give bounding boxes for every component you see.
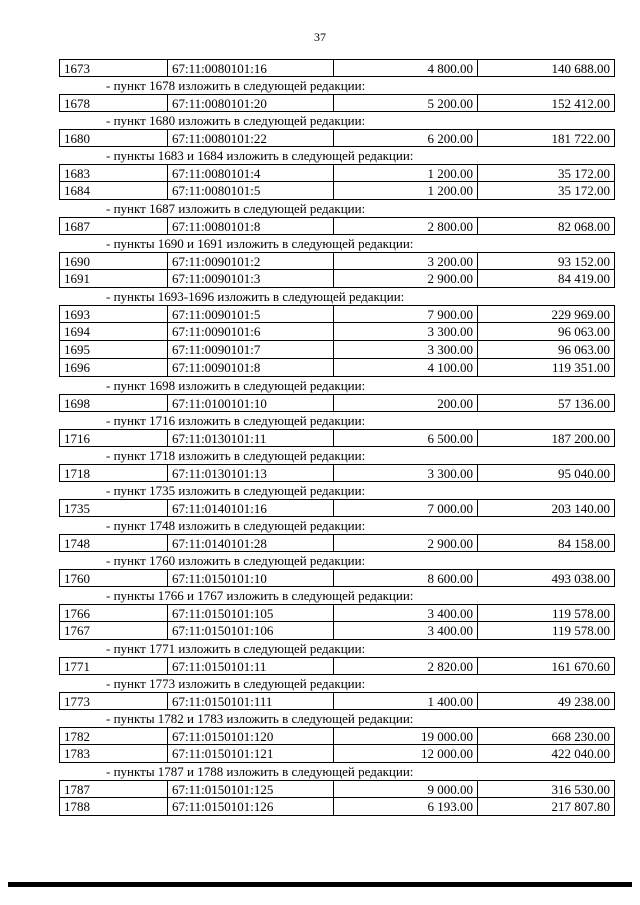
area-cell: 3 300.00 bbox=[334, 323, 478, 340]
area-cell: 5 200.00 bbox=[334, 95, 478, 111]
cadastral-number-cell: 67:11:0080101:4 bbox=[168, 165, 334, 181]
area-cell: 8 600.00 bbox=[334, 570, 478, 586]
table-row bbox=[59, 569, 615, 587]
instruction-line: - пункт 1760 изложить в следующей редакции: bbox=[106, 553, 366, 568]
item-number-cell: 1683 bbox=[60, 165, 168, 181]
table-row bbox=[59, 323, 615, 341]
page-number: 37 bbox=[314, 30, 326, 44]
cadastral-number-cell: 67:11:0090101:2 bbox=[168, 253, 334, 269]
item-number-cell: 1766 bbox=[60, 605, 168, 621]
cadastral-number-cell: 67:11:0150101:126 bbox=[168, 798, 334, 815]
instruction-line: - пункты 1693-1696 изложить в следующей редакции: bbox=[106, 289, 405, 304]
item-number-cell: 1687 bbox=[60, 218, 168, 234]
cadastral-number-cell: 67:11:0080101:5 bbox=[168, 182, 334, 199]
table-row bbox=[59, 780, 615, 798]
area-cell: 12 000.00 bbox=[334, 745, 478, 762]
item-number-cell: 1680 bbox=[60, 130, 168, 146]
value-cell: 119 351.00 bbox=[551, 360, 610, 375]
table-row bbox=[59, 692, 615, 710]
area-cell: 4 800.00 bbox=[334, 60, 478, 76]
value-cell: 84 419.00 bbox=[558, 271, 610, 286]
instruction-line: - пункт 1773 изложить в следующей редакции: bbox=[106, 676, 366, 691]
area-cell: 3 200.00 bbox=[334, 253, 478, 269]
table-row bbox=[59, 622, 615, 640]
area-cell: 7 900.00 bbox=[334, 306, 478, 322]
value-cell: 668 230.00 bbox=[551, 729, 610, 744]
instruction-line: - пункт 1771 изложить в следующей редакции: bbox=[106, 641, 366, 656]
value-cell: 152 412.00 bbox=[551, 96, 610, 111]
instruction-line: - пункт 1735 изложить в следующей редакции: bbox=[106, 483, 366, 498]
cadastral-number-cell: 67:11:0090101:6 bbox=[168, 323, 334, 340]
item-number-cell: 1771 bbox=[60, 658, 168, 674]
value-cell: 95 040.00 bbox=[558, 466, 610, 481]
area-cell: 7 000.00 bbox=[334, 500, 478, 516]
cadastral-number-cell: 67:11:0090101:7 bbox=[168, 341, 334, 358]
instruction-line: - пункты 1782 и 1783 изложить в следующей редакции: bbox=[106, 711, 414, 726]
table-row bbox=[59, 217, 615, 235]
cadastral-number-cell: 67:11:0090101:8 bbox=[168, 359, 334, 376]
instruction-line: - пункты 1787 и 1788 изложить в следующей редакции: bbox=[106, 764, 414, 779]
value-cell: 82 068.00 bbox=[558, 219, 610, 234]
table-row bbox=[59, 464, 615, 482]
cadastral-number-cell: 67:11:0150101:111 bbox=[168, 693, 334, 709]
table-row bbox=[59, 394, 615, 412]
value-cell: 161 670.60 bbox=[551, 659, 610, 674]
value-cell: 84 158.00 bbox=[558, 536, 610, 551]
cadastral-number-cell: 67:11:0150101:120 bbox=[168, 728, 334, 744]
area-cell: 2 900.00 bbox=[334, 535, 478, 551]
table-row bbox=[59, 727, 615, 745]
area-cell: 2 900.00 bbox=[334, 270, 478, 287]
item-number-cell: 1698 bbox=[60, 395, 168, 411]
instruction-line: - пункты 1690 и 1691 изложить в следующей редакции: bbox=[106, 236, 414, 251]
table-row bbox=[59, 359, 615, 377]
item-number-cell: 1695 bbox=[60, 341, 168, 358]
bottom-rule bbox=[8, 882, 632, 887]
value-cell: 93 152.00 bbox=[558, 254, 610, 269]
value-cell: 96 063.00 bbox=[558, 324, 610, 339]
instruction-line: - пункты 1683 и 1684 изложить в следующей редакции: bbox=[106, 148, 414, 163]
cadastral-number-cell: 67:11:0150101:11 bbox=[168, 658, 334, 674]
cadastral-number-cell: 67:11:0150101:125 bbox=[168, 781, 334, 797]
table-row bbox=[59, 745, 615, 763]
value-cell: 35 172.00 bbox=[558, 183, 610, 198]
cadastral-number-cell: 67:11:0090101:5 bbox=[168, 306, 334, 322]
value-cell: 119 578.00 bbox=[551, 623, 610, 638]
value-cell: 119 578.00 bbox=[551, 606, 610, 621]
item-number-cell: 1735 bbox=[60, 500, 168, 516]
item-number-cell: 1690 bbox=[60, 253, 168, 269]
table-row bbox=[59, 341, 615, 359]
cadastral-number-cell: 67:11:0090101:3 bbox=[168, 270, 334, 287]
value-cell: 203 140.00 bbox=[551, 501, 610, 516]
table-row bbox=[59, 305, 615, 323]
instruction-line: - пункт 1748 изложить в следующей редакции: bbox=[106, 518, 366, 533]
instruction-line: - пункт 1716 изложить в следующей редакции: bbox=[106, 413, 366, 428]
value-cell: 181 722.00 bbox=[551, 131, 610, 146]
cadastral-number-cell: 67:11:0080101:8 bbox=[168, 218, 334, 234]
table-row bbox=[59, 252, 615, 270]
value-cell: 217 807.80 bbox=[551, 799, 610, 814]
cadastral-number-cell: 67:11:0150101:106 bbox=[168, 622, 334, 639]
value-cell: 187 200.00 bbox=[551, 431, 610, 446]
cadastral-number-cell: 67:11:0150101:105 bbox=[168, 605, 334, 621]
item-number-cell: 1783 bbox=[60, 745, 168, 762]
area-cell: 200.00 bbox=[334, 395, 478, 411]
area-cell: 1 200.00 bbox=[334, 182, 478, 199]
item-number-cell: 1716 bbox=[60, 430, 168, 446]
area-cell: 3 400.00 bbox=[334, 605, 478, 621]
cadastral-number-cell: 67:11:0100101:10 bbox=[168, 395, 334, 411]
value-cell: 96 063.00 bbox=[558, 342, 610, 357]
item-number-cell: 1678 bbox=[60, 95, 168, 111]
value-cell: 422 040.00 bbox=[551, 746, 610, 761]
cadastral-number-cell: 67:11:0140101:16 bbox=[168, 500, 334, 516]
item-number-cell: 1773 bbox=[60, 693, 168, 709]
instruction-line: - пункт 1678 изложить в следующей редакции: bbox=[106, 78, 366, 93]
area-cell: 19 000.00 bbox=[334, 728, 478, 744]
value-cell: 229 969.00 bbox=[551, 307, 610, 322]
item-number-cell: 1767 bbox=[60, 622, 168, 639]
area-cell: 6 500.00 bbox=[334, 430, 478, 446]
item-number-cell: 1673 bbox=[60, 60, 168, 76]
cadastral-number-cell: 67:11:0080101:16 bbox=[168, 60, 334, 76]
table-row bbox=[59, 164, 615, 182]
item-number-cell: 1718 bbox=[60, 465, 168, 481]
table-row bbox=[59, 499, 615, 517]
item-number-cell: 1696 bbox=[60, 359, 168, 376]
cadastral-number-cell: 67:11:0080101:22 bbox=[168, 130, 334, 146]
area-cell: 9 000.00 bbox=[334, 781, 478, 797]
value-cell: 140 688.00 bbox=[551, 61, 610, 76]
cadastral-number-cell: 67:11:0080101:20 bbox=[168, 95, 334, 111]
area-cell: 3 300.00 bbox=[334, 341, 478, 358]
table-row bbox=[59, 429, 615, 447]
value-cell: 493 038.00 bbox=[551, 571, 610, 586]
value-cell: 57 136.00 bbox=[558, 396, 610, 411]
instruction-line: - пункт 1698 изложить в следующей редакции: bbox=[106, 378, 366, 393]
item-number-cell: 1691 bbox=[60, 270, 168, 287]
cadastral-number-cell: 67:11:0130101:13 bbox=[168, 465, 334, 481]
instruction-line: - пункт 1687 изложить в следующей редакции: bbox=[106, 201, 366, 216]
item-number-cell: 1787 bbox=[60, 781, 168, 797]
area-cell: 4 100.00 bbox=[334, 359, 478, 376]
instruction-line: - пункт 1680 изложить в следующей редакции: bbox=[106, 113, 366, 128]
area-cell: 6 193.00 bbox=[334, 798, 478, 815]
cadastral-number-cell: 67:11:0150101:121 bbox=[168, 745, 334, 762]
item-number-cell: 1684 bbox=[60, 182, 168, 199]
area-cell: 3 300.00 bbox=[334, 465, 478, 481]
item-number-cell: 1693 bbox=[60, 306, 168, 322]
area-cell: 1 400.00 bbox=[334, 693, 478, 709]
value-cell: 49 238.00 bbox=[558, 694, 610, 709]
table-row bbox=[59, 657, 615, 675]
item-number-cell: 1694 bbox=[60, 323, 168, 340]
instruction-line: - пункты 1766 и 1767 изложить в следующей редакции: bbox=[106, 588, 414, 603]
table-row bbox=[59, 59, 615, 77]
area-cell: 2 820.00 bbox=[334, 658, 478, 674]
area-cell: 3 400.00 bbox=[334, 622, 478, 639]
area-cell: 6 200.00 bbox=[334, 130, 478, 146]
item-number-cell: 1782 bbox=[60, 728, 168, 744]
table-row bbox=[59, 798, 615, 816]
cadastral-number-cell: 67:11:0130101:11 bbox=[168, 430, 334, 446]
area-cell: 2 800.00 bbox=[334, 218, 478, 234]
amendment-table bbox=[59, 59, 615, 816]
table-row bbox=[59, 604, 615, 622]
table-row bbox=[59, 129, 615, 147]
table-row bbox=[59, 94, 615, 112]
cadastral-number-cell: 67:11:0150101:10 bbox=[168, 570, 334, 586]
table-row bbox=[59, 270, 615, 288]
cadastral-number-cell: 67:11:0140101:28 bbox=[168, 535, 334, 551]
value-cell: 35 172.00 bbox=[558, 166, 610, 181]
item-number-cell: 1788 bbox=[60, 798, 168, 815]
value-cell: 316 530.00 bbox=[551, 782, 610, 797]
item-number-cell: 1748 bbox=[60, 535, 168, 551]
table-row bbox=[59, 182, 615, 200]
item-number-cell: 1760 bbox=[60, 570, 168, 586]
instruction-line: - пункт 1718 изложить в следующей редакции: bbox=[106, 448, 366, 463]
area-cell: 1 200.00 bbox=[334, 165, 478, 181]
table-row bbox=[59, 534, 615, 552]
